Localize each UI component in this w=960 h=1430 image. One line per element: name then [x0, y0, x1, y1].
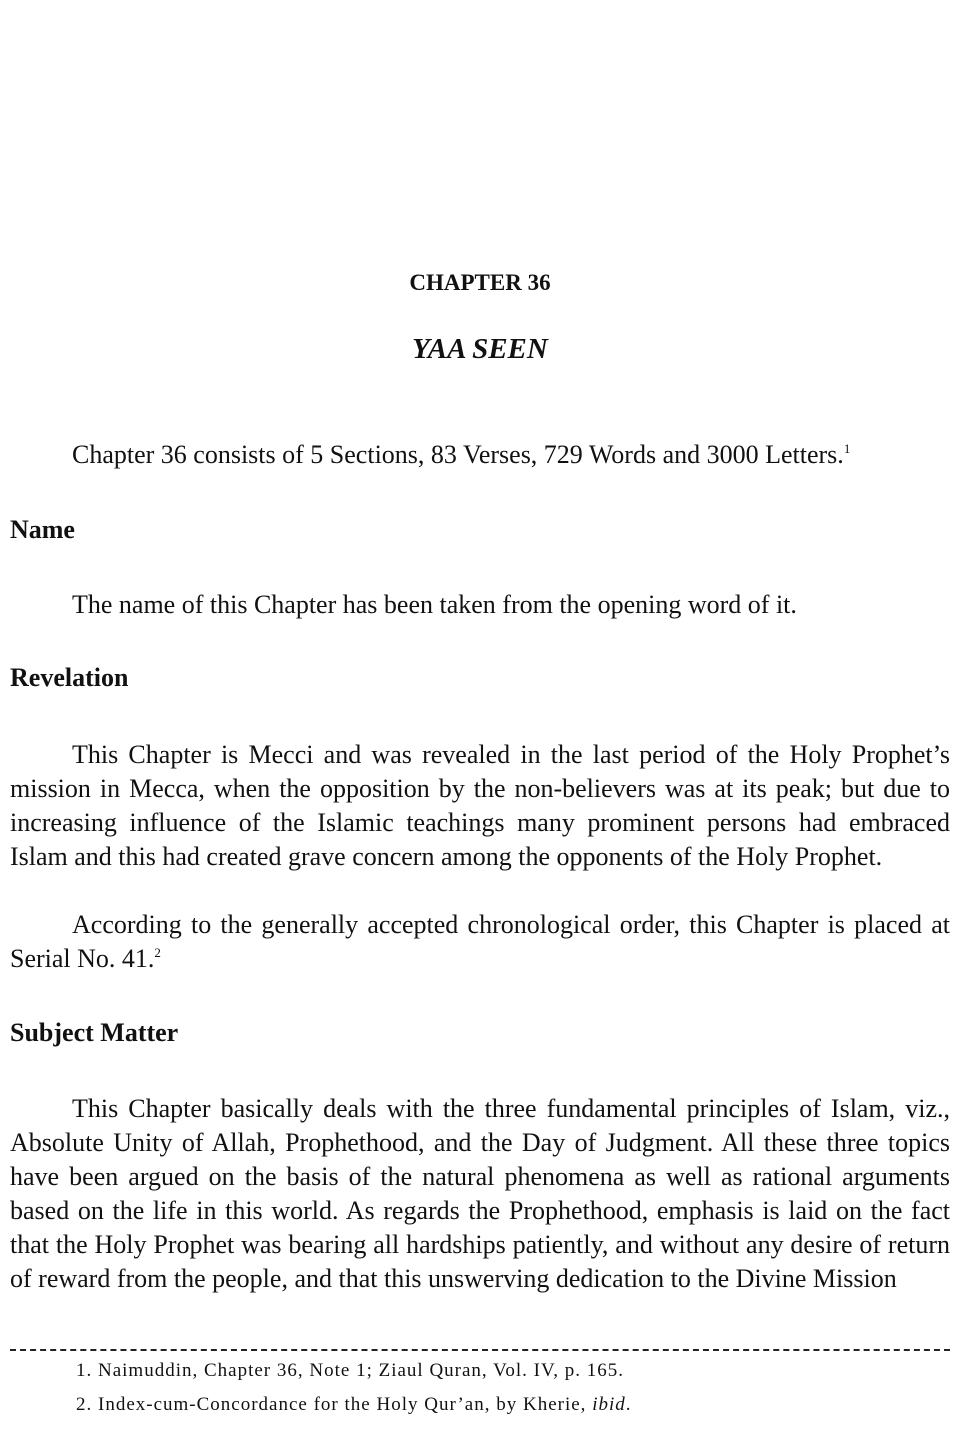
footnote-2-end: . — [625, 1394, 632, 1415]
name-paragraph: The name of this Chapter has been taken from the opening word of it. — [72, 590, 797, 619]
footnote-1: 1. Naimuddin, Chapter 36, Note 1; Ziaul Quran, Vol. IV, p. 165. — [76, 1360, 624, 1381]
revelation-paragraph-1: This Chapter is Mecci and was revealed in the last period of the Holy Prophet’s mission in Mecca, when the opposition by the non-believers was at its peak; but due to increasing influence of the Islamic teachings many prominent persons had embraced Islam and this had created grave concern among the opponents of the Holy Prophet. — [10, 740, 950, 871]
revelation-paragraph-2-text: According to the generally accepted chronological order, this Chapter is placed at Serial No. 41. — [10, 910, 950, 973]
chapter-label: CHAPTER 36 — [409, 270, 551, 295]
footnote-2 — [76, 1394, 632, 1416]
revelation-paragraph-2 — [10, 908, 950, 976]
heading-subject-matter: Subject Matter — [10, 1018, 179, 1047]
footnote-divider — [10, 1349, 950, 1351]
footnote-ref-1: 1 — [843, 441, 851, 456]
footnote-ref-2: 2 — [154, 945, 161, 960]
footnote-2-ibid: ibid — [592, 1394, 626, 1415]
chapter-title: YAA SEEN — [412, 333, 548, 365]
intro-text: Chapter 36 consists of 5 Sections, 83 Verses, 729 Words and 3000 Letters. — [72, 440, 844, 469]
heading-name: Name — [10, 515, 75, 544]
footnote-2-text: 2. Index-cum-Concordance for the Holy Qur’an, by Kherie, — [76, 1394, 593, 1415]
subject-matter-paragraph: This Chapter basically deals with the three fundamental principles of Islam, viz., Absolute Unity of Allah, Prophethood, and the Day of Judgment. All these three topics have been argued on the basis of the natural phenomena as well as rational arguments based on the life in this world. As regards the Prophethood, emphasis is laid on the fact that the Holy Prophet was bearing all hardships patiently, and without any desire of return of reward from the people, and that this unswerving dedication to the Divine Mission — [10, 1094, 950, 1293]
heading-revelation: Revelation — [10, 663, 129, 692]
intro-paragraph — [10, 438, 950, 472]
